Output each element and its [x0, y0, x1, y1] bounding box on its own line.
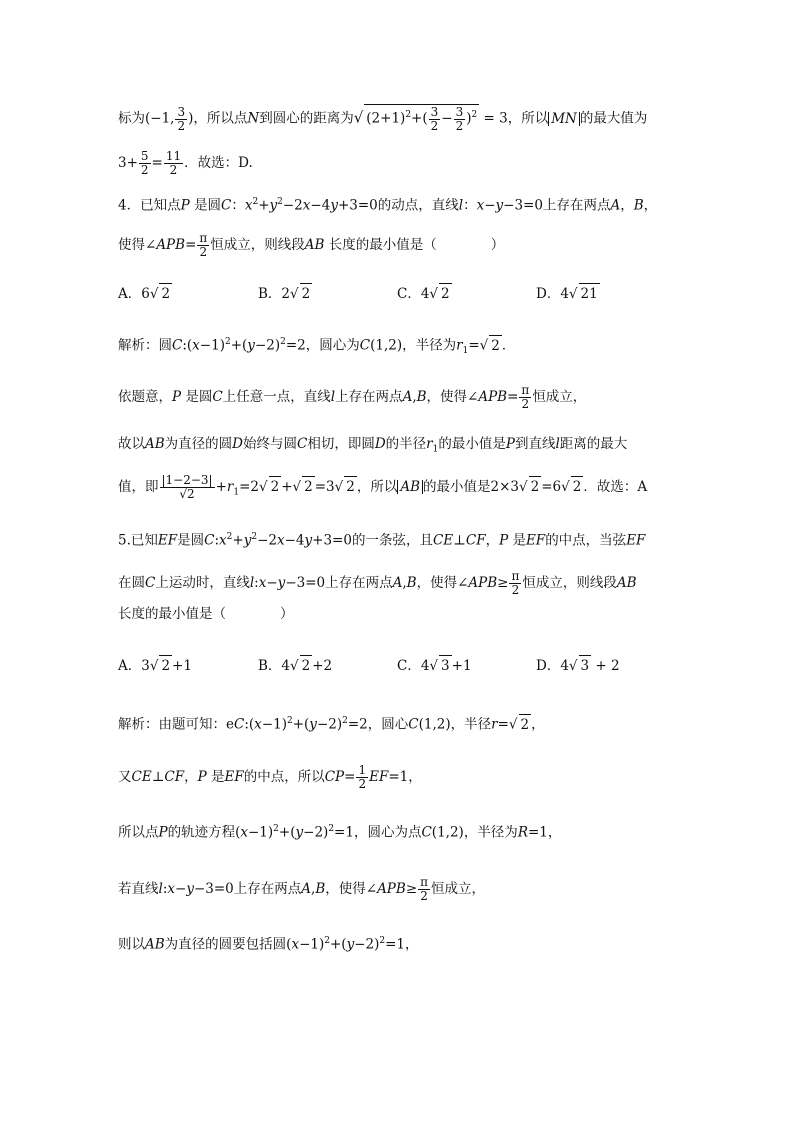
solution-5-line-2: 又CE⊥CF，P 是EF的中点，所以CP= $\frac{1}{2}$ EF=1， — [118, 763, 422, 791]
text: 是圆 — [177, 532, 205, 549]
solution-5-line-3: 所以点P的轨迹方程$(x-1)^2+(y-2)^2=1$，圆心为点C(1,2)，半径为R=1， — [118, 824, 562, 841]
text: ，使得 — [416, 575, 458, 591]
text: 为直径的圆要包括圆 — [164, 936, 287, 953]
text: 在圆 — [118, 575, 145, 591]
text: ，半径 — [450, 716, 492, 733]
text: 是圆 — [193, 197, 221, 214]
text: ．故选：A — [583, 479, 648, 495]
text: 解析：圆 — [118, 337, 172, 354]
text: ，半径为 — [463, 824, 518, 841]
text: 相切，即圆 — [307, 436, 375, 452]
text: 的最大值为 — [579, 110, 648, 127]
text: 标为 — [118, 110, 145, 127]
label: C． — [397, 658, 421, 674]
text: 的中点，当弦 — [545, 532, 627, 549]
option-5a[interactable]: A．3√ 2 +1 — [118, 655, 192, 676]
option-4d[interactable]: D．4√ 21 — [536, 283, 600, 304]
text: 是圆 — [185, 389, 213, 405]
option-5c[interactable]: C．4√ 3 +1 — [397, 655, 472, 676]
text: 的动点，直线 — [377, 197, 459, 214]
text: ，圆心 — [367, 716, 409, 733]
text: 使得 — [118, 237, 145, 253]
option-4c[interactable]: C．4√ 2 — [397, 283, 452, 304]
solution-5-line-5: 则以AB为直径的圆要包括圆$(x-1)^2+(y-2)^2=1$， — [118, 936, 419, 953]
text: 依题意， — [118, 389, 172, 405]
text: ， — [485, 532, 500, 549]
solution-4-line-4: 值，即 $\frac{|1-2-3|}{√2}$ $+r_1=2√$ 2 +√ 2 =3√ 2 ，所以 AB 的最小值是2×3√ 2 =6√ 2 ．故选：A — [118, 473, 648, 501]
text: ，半径为 — [402, 337, 457, 354]
label: D． — [536, 286, 561, 302]
text: ，所以 — [356, 479, 398, 495]
text: 上存在两点 — [325, 575, 393, 591]
text: 上存在两点 — [233, 881, 302, 897]
label: B． — [258, 286, 282, 302]
text: 始终与圆 — [243, 436, 297, 452]
question-4-line-2: 使得∠APB= $\frac{\pi}{2}$ 恒成立，则线段AB 长度的最小值是（ ） — [118, 231, 505, 259]
text: 恒成立， — [431, 881, 486, 897]
text: 长度的最小值是（ ） — [118, 606, 294, 622]
text: 的轨迹方程 — [167, 824, 236, 841]
solution-4-line-1: 解析：圆$C:(x-1)^2+(y-2)^2=2$，圆心为C(1,2)，半径为$r_1=√$ 2 ． — [118, 332, 734, 361]
label: A． — [118, 658, 142, 674]
text: ， — [405, 936, 419, 953]
text: ， — [184, 769, 198, 785]
text: 恒成立，则线段 — [210, 237, 305, 253]
text: 5.已知 — [118, 532, 158, 549]
solution-4-line-2: 依题意，P 是圆C上任意一点，直线l上存在两点A,B，使得∠APB= $\frac{\pi}{2}$ 恒成立， — [118, 383, 587, 411]
option-4a[interactable]: A．6√ 2 — [118, 283, 172, 304]
text: 的中点，所以 — [243, 769, 325, 785]
text: 是 — [512, 532, 526, 549]
solution-line-1: 标为(−1, $\frac{3}{2}$ )，所以点N到圆心的距离为√ $(2+1)^2+$( $\frac{3}{2}$ − $\frac{3}{2}$ )$^2$ = 3，所以 MN 的最大值为 — [118, 104, 648, 133]
text: 上存在两点 — [542, 197, 611, 214]
label: D． — [536, 658, 561, 674]
text: ，圆心为点 — [353, 824, 422, 841]
option-4b[interactable]: B．2√ 2 — [258, 283, 312, 304]
solution-line-2: 3+ $\frac{5}{2}$ = $\frac{11}{2}$ ．故选：D. — [118, 149, 253, 177]
text: 的一条弦，且 — [351, 532, 433, 549]
text: 若直线 — [118, 881, 159, 897]
text: 上运动时，直线 — [155, 575, 250, 591]
text: 则以 — [118, 936, 145, 953]
text: 的半径 — [385, 436, 427, 452]
text: 值，即 — [118, 479, 159, 495]
text: 上存在两点 — [335, 389, 403, 405]
option-5b[interactable]: B．4√ 2 +2 — [258, 655, 332, 676]
text: 恒成立， — [532, 389, 587, 405]
label: A． — [118, 286, 142, 302]
text: 到直线 — [514, 436, 556, 452]
question-5-line-3 — [118, 604, 734, 624]
label: B． — [258, 658, 282, 674]
text: 所以点 — [118, 824, 159, 841]
text: 是 — [210, 769, 225, 785]
text: 长度的最小值是（ ） — [328, 237, 505, 253]
option-5d[interactable]: D．4√ 3 + 2 — [536, 655, 620, 676]
question-5-line-2: 在圆C上运动时，直线l:x−y−3=0上存在两点A,B，使得∠APB≥ $\frac{\pi}{2}$ 恒成立，则线段AB — [118, 569, 637, 597]
text: ，所以 — [507, 110, 549, 127]
text: ，使得 — [426, 389, 468, 405]
question-5-line-1: 5.已知EF是圆$C:x^2+y^2-2x-4y+3=0$的一条弦，且CE⊥CF，P 是EF的中点，当弦EF — [118, 532, 646, 549]
solution-5-line-1: 解析：由题可知：$eC:(x-1)^2+(y-2)^2=2$，圆心C(1,2)，半径r=√ 2 ， — [118, 711, 734, 735]
solution-4-line-3: 故以AB为直径的圆D始终与圆C相切，即圆D的半径$r_1$的最小值是P到直线l距离的最大 — [118, 436, 628, 455]
label: C． — [397, 286, 421, 302]
question-4-line-1: 4．已知点P 是圆C：$x^2+y^2-2x-4y+3=0$的动点，直线l：x−y−3=0上存在两点A，B， — [118, 197, 658, 214]
text: ．故选：D. — [184, 155, 253, 171]
text: 的最小值是 — [423, 479, 491, 495]
text: 4．已知点 — [118, 197, 181, 214]
text: 故以 — [118, 436, 145, 452]
solution-5-line-4: 若直线l:x−y−3=0上存在两点A,B，使得∠APB≥ $\frac{\pi}{2}$ 恒成立， — [118, 875, 486, 903]
text: 解析：由题可知： — [118, 716, 226, 733]
text: 恒成立，则线段 — [522, 575, 617, 591]
text: ，圆心为 — [305, 337, 360, 354]
text: ，所以点 — [193, 110, 248, 127]
text: 距离的最大 — [559, 436, 628, 452]
text: 又 — [118, 769, 132, 785]
text: 为直径的圆 — [164, 436, 233, 452]
text: 的最小值是 — [438, 436, 506, 452]
text: 上任意一点，直线 — [222, 389, 331, 405]
text: ，使得 — [325, 881, 366, 897]
text: 到圆心的距离为 — [259, 110, 354, 127]
